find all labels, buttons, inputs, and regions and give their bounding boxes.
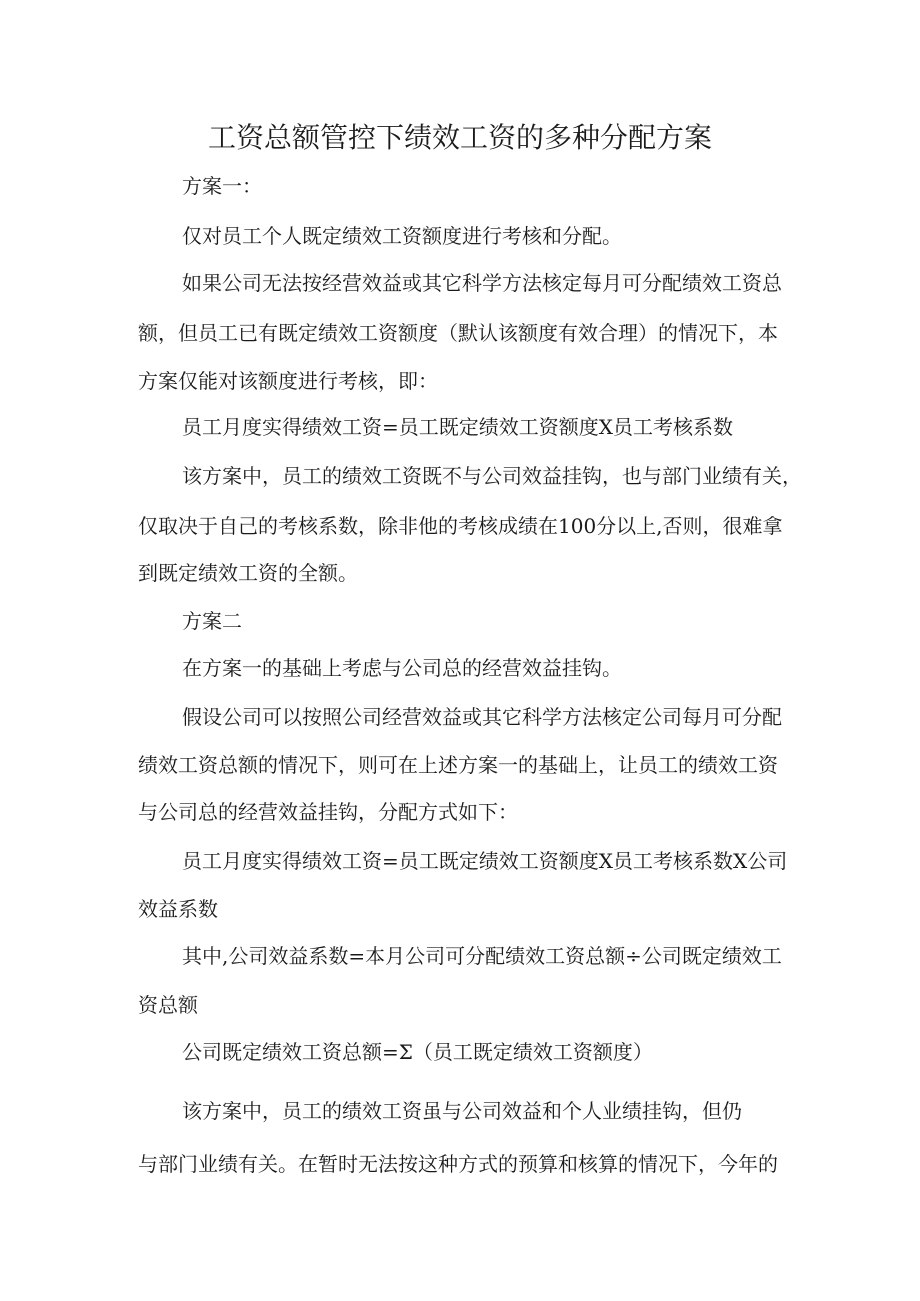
paragraph-line: 绩效工资总额的情况下，则可在上述方案一的基础上，让员工的绩效工资 [138,753,778,777]
formula-line: 效益系数 [138,897,218,921]
paragraph-line: 该方案中，员工的绩效工资虽与公司效益和个人业绩挂钩，但仍 [182,1099,742,1123]
heading-plan-two: 方案二 [182,609,242,633]
paragraph-line: 该方案中，员工的绩效工资既不与公司效益挂钩，也与部门业绩有关， [182,464,802,488]
formula-line: 其中,公司效益系数=本月公司可分配绩效工资总额÷公司既定绩效工 [182,944,782,968]
paragraph-line: 与部门业绩有关。在暂时无法按这种方式的预算和核算的情况下，今年的 [138,1152,778,1176]
paragraph-line: 方案仅能对该额度进行考核，即： [138,369,438,393]
paragraph-line: 假设公司可以按照公司经营效益或其它科学方法核定公司每月可分配 [182,705,782,729]
formula-line: 员工月度实得绩效工资=员工既定绩效工资额度X员工考核系数 [182,415,733,439]
formula-line: 公司既定绩效工资总额=Σ（员工既定绩效工资额度） [182,1040,653,1064]
paragraph-line: 在方案一的基础上考虑与公司总的经营效益挂钩。 [182,656,622,680]
heading-plan-one: 方案一： [182,174,262,198]
paragraph-line: 与公司总的经营效益挂钩，分配方式如下： [138,800,518,824]
paragraph-line: 仅对员工个人既定绩效工资额度进行考核和分配。 [182,224,622,248]
formula-line: 资总额 [138,993,198,1017]
paragraph-line: 如果公司无法按经营效益或其它科学方法核定每月可分配绩效工资总 [182,271,782,295]
paragraph-line: 到既定绩效工资的全额。 [138,561,358,585]
document-title: 工资总额管控下绩效工资的多种分配方案 [207,121,712,154]
paragraph-line: 仅取决于自己的考核系数，除非他的考核成绩在100分以上,否则，很难拿 [138,514,783,538]
formula-line: 员工月度实得绩效工资=员工既定绩效工资额度X员工考核系数X公司 [182,849,788,873]
paragraph-line: 额，但员工已有既定绩效工资额度（默认该额度有效合理）的情况下，本 [138,321,778,345]
